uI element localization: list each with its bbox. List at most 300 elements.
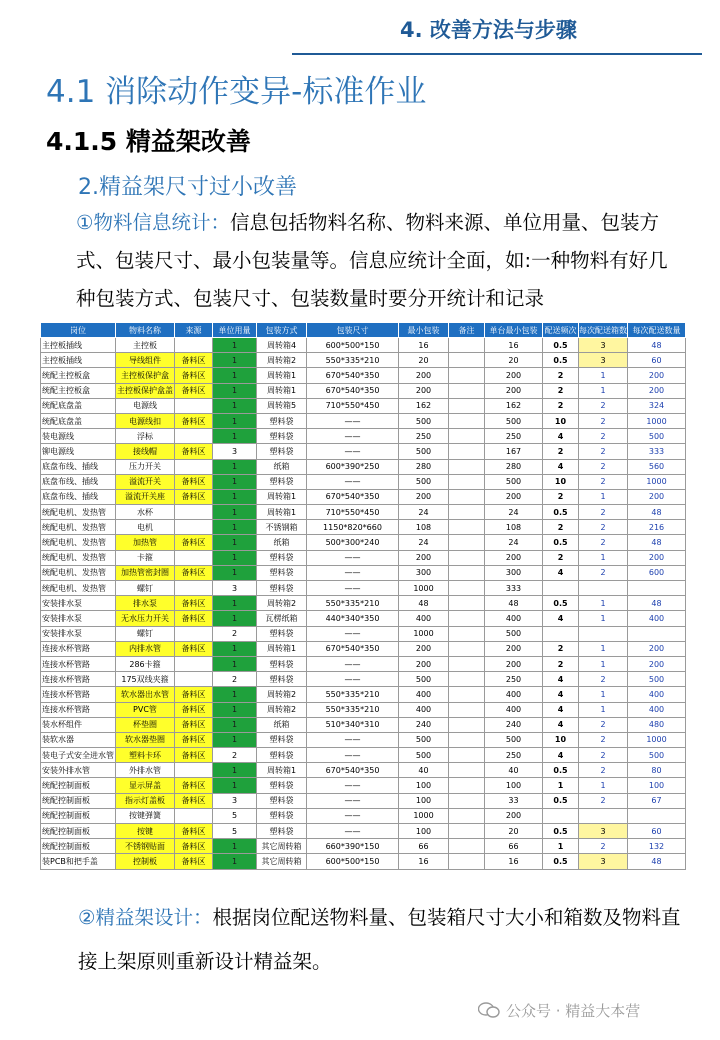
table-cell bbox=[628, 808, 686, 823]
table-cell: 0.5 bbox=[543, 535, 579, 550]
table-cell: 水杯 bbox=[116, 505, 175, 520]
table-cell: 周转箱2 bbox=[257, 353, 307, 368]
table-cell: 加热管 bbox=[116, 535, 175, 550]
table-cell bbox=[449, 732, 485, 747]
table-cell: 统配底盘盖 bbox=[41, 398, 116, 413]
table-cell: 1 bbox=[213, 489, 257, 504]
table-cell: 显示屏盖 bbox=[116, 778, 175, 793]
table-cell bbox=[175, 398, 213, 413]
table-cell: 500 bbox=[628, 429, 686, 444]
table-cell: 216 bbox=[628, 520, 686, 535]
table-cell: 1 bbox=[213, 550, 257, 565]
table-cell: 1150*820*660 bbox=[307, 520, 399, 535]
table-cell: 250 bbox=[485, 429, 543, 444]
table-cell: 670*540*350 bbox=[307, 641, 399, 656]
table-cell: 1000 bbox=[399, 581, 449, 596]
table-cell: 500 bbox=[399, 732, 449, 747]
table-cell: 1000 bbox=[399, 808, 449, 823]
table-cell bbox=[175, 672, 213, 687]
table-cell: 底盘布线、插线 bbox=[41, 459, 116, 474]
table-cell: 1 bbox=[579, 596, 628, 611]
table-cell: 纸箱 bbox=[257, 717, 307, 732]
table-cell: 200 bbox=[399, 489, 449, 504]
table-cell: 1 bbox=[579, 702, 628, 717]
table-cell: 500 bbox=[485, 626, 543, 641]
table-header-cell: 备注 bbox=[449, 323, 485, 338]
table-cell: 加热管密封圈 bbox=[116, 565, 175, 580]
table-cell: 塑料袋 bbox=[257, 474, 307, 489]
table-cell: 1 bbox=[579, 383, 628, 398]
material-table bbox=[40, 322, 686, 870]
table-cell: 1 bbox=[543, 839, 579, 854]
table-cell bbox=[175, 429, 213, 444]
table-cell: 无水压力开关 bbox=[116, 611, 175, 626]
table-row bbox=[41, 368, 686, 383]
table-cell: 1 bbox=[213, 520, 257, 535]
table-cell: 560 bbox=[628, 459, 686, 474]
material-info-lead: ①物料信息统计： bbox=[76, 211, 230, 234]
table-row bbox=[41, 338, 686, 353]
table-cell: 710*550*450 bbox=[307, 505, 399, 520]
table-cell: 装PCB和把手盖 bbox=[41, 854, 116, 869]
table-cell: 塑料袋 bbox=[257, 808, 307, 823]
table-row bbox=[41, 717, 686, 732]
table-cell: 主控板保护盒 bbox=[116, 368, 175, 383]
table-cell: 710*550*450 bbox=[307, 398, 399, 413]
table-cell: 塑料袋 bbox=[257, 824, 307, 839]
table-row bbox=[41, 398, 686, 413]
table-cell: 1 bbox=[579, 687, 628, 702]
table-cell: 300 bbox=[485, 565, 543, 580]
table-cell bbox=[449, 368, 485, 383]
table-cell: 400 bbox=[628, 687, 686, 702]
table-cell: 主控板插线 bbox=[41, 353, 116, 368]
table-cell: 2 bbox=[579, 565, 628, 580]
table-cell: 480 bbox=[628, 717, 686, 732]
table-cell: 400 bbox=[399, 702, 449, 717]
table-cell: 200 bbox=[485, 641, 543, 656]
table-cell: 20 bbox=[485, 824, 543, 839]
table-header-cell: 包装方式 bbox=[257, 323, 307, 338]
table-cell: 4 bbox=[543, 748, 579, 763]
table-cell: 4 bbox=[543, 687, 579, 702]
table-cell bbox=[449, 413, 485, 428]
table-cell: 塑料袋 bbox=[257, 748, 307, 763]
table-cell bbox=[175, 520, 213, 535]
table-cell: 统配底盘盖 bbox=[41, 413, 116, 428]
table-cell: 20 bbox=[485, 353, 543, 368]
table-cell bbox=[449, 581, 485, 596]
table-cell: —— bbox=[307, 444, 399, 459]
table-cell: 1 bbox=[213, 353, 257, 368]
table-cell: 1 bbox=[213, 429, 257, 444]
table-cell: 250 bbox=[485, 672, 543, 687]
table-cell: 2 bbox=[579, 444, 628, 459]
material-info-paragraph bbox=[76, 204, 686, 318]
table-cell: 16 bbox=[399, 338, 449, 353]
table-row bbox=[41, 839, 686, 854]
table-cell: 按键弹簧 bbox=[116, 808, 175, 823]
table-cell: —— bbox=[307, 656, 399, 671]
table-cell: 200 bbox=[628, 383, 686, 398]
table-cell: 2 bbox=[579, 505, 628, 520]
table-cell: 1 bbox=[579, 611, 628, 626]
table-cell: 周转箱2 bbox=[257, 596, 307, 611]
table-cell: 3 bbox=[579, 338, 628, 353]
table-cell: 33 bbox=[485, 793, 543, 808]
table-cell: 670*540*350 bbox=[307, 489, 399, 504]
table-cell: 控制板 bbox=[116, 854, 175, 869]
table-cell: 其它周转箱 bbox=[257, 839, 307, 854]
table-cell: 统配电机、发热管 bbox=[41, 550, 116, 565]
table-cell: 指示灯盖板 bbox=[116, 793, 175, 808]
table-cell: 500 bbox=[485, 474, 543, 489]
table-cell: 670*540*350 bbox=[307, 383, 399, 398]
table-cell: 5 bbox=[213, 824, 257, 839]
table-cell bbox=[449, 717, 485, 732]
table-cell: 670*540*350 bbox=[307, 763, 399, 778]
table-cell: 纸箱 bbox=[257, 459, 307, 474]
table-cell bbox=[449, 459, 485, 474]
table-cell: 162 bbox=[485, 398, 543, 413]
table-cell: 3 bbox=[579, 824, 628, 839]
table-cell: 1 bbox=[213, 398, 257, 413]
table-cell: 1 bbox=[213, 368, 257, 383]
table-cell: 备料区 bbox=[175, 383, 213, 398]
table-cell: 0.5 bbox=[543, 505, 579, 520]
table-cell: 100 bbox=[399, 824, 449, 839]
table-cell: —— bbox=[307, 413, 399, 428]
table-header-cell: 单位用量 bbox=[213, 323, 257, 338]
table-cell: 550*335*210 bbox=[307, 702, 399, 717]
table-cell: 1000 bbox=[628, 413, 686, 428]
table-cell: 2 bbox=[579, 398, 628, 413]
table-cell: 200 bbox=[485, 383, 543, 398]
table-row bbox=[41, 565, 686, 580]
table-cell: 统配电机、发热管 bbox=[41, 535, 116, 550]
table-cell bbox=[449, 641, 485, 656]
table-cell: 0.5 bbox=[543, 854, 579, 869]
table-cell bbox=[543, 581, 579, 596]
table-cell: 1000 bbox=[628, 732, 686, 747]
table-cell: 外排水管 bbox=[116, 763, 175, 778]
table-header-cell: 来源 bbox=[175, 323, 213, 338]
table-cell: 塑料袋 bbox=[257, 429, 307, 444]
table-cell: 200 bbox=[485, 656, 543, 671]
table-cell: 主控板插线 bbox=[41, 338, 116, 353]
table-row bbox=[41, 596, 686, 611]
table-row bbox=[41, 656, 686, 671]
table-cell bbox=[175, 581, 213, 596]
table-cell: 电源线 bbox=[116, 398, 175, 413]
table-cell: 备料区 bbox=[175, 474, 213, 489]
table-cell: 4 bbox=[543, 459, 579, 474]
table-cell: 统配主控板盒 bbox=[41, 368, 116, 383]
table-row bbox=[41, 489, 686, 504]
table-row bbox=[41, 778, 686, 793]
table-row bbox=[41, 854, 686, 869]
table-cell: —— bbox=[307, 808, 399, 823]
table-cell: 统配电机、发热管 bbox=[41, 520, 116, 535]
table-cell: 200 bbox=[485, 489, 543, 504]
table-cell: 备料区 bbox=[175, 353, 213, 368]
table-cell: —— bbox=[307, 550, 399, 565]
table-cell: 1 bbox=[213, 338, 257, 353]
table-cell: 200 bbox=[628, 641, 686, 656]
table-cell bbox=[579, 626, 628, 641]
table-cell: 3 bbox=[579, 854, 628, 869]
table-cell: 周转箱1 bbox=[257, 383, 307, 398]
table-cell: 500 bbox=[399, 474, 449, 489]
table-cell: 安装外排水管 bbox=[41, 763, 116, 778]
table-cell: 主控板保护盒盖 bbox=[116, 383, 175, 398]
table-cell: 0.5 bbox=[543, 824, 579, 839]
table-cell: 2 bbox=[543, 383, 579, 398]
table-cell: 48 bbox=[628, 535, 686, 550]
table-cell: 1 bbox=[213, 687, 257, 702]
table-header-cell: 每次配送箱数 bbox=[579, 323, 628, 338]
table-cell bbox=[449, 839, 485, 854]
table-row bbox=[41, 611, 686, 626]
table-cell: 内排水管 bbox=[116, 641, 175, 656]
table-cell: 4 bbox=[543, 717, 579, 732]
table-cell: 2 bbox=[543, 520, 579, 535]
table-cell: 备料区 bbox=[175, 717, 213, 732]
table-cell: 统配电机、发热管 bbox=[41, 505, 116, 520]
table-cell: 40 bbox=[485, 763, 543, 778]
table-cell: 备料区 bbox=[175, 565, 213, 580]
table-cell: 1000 bbox=[628, 474, 686, 489]
table-cell: 48 bbox=[628, 596, 686, 611]
table-cell: 250 bbox=[399, 429, 449, 444]
table-cell bbox=[449, 535, 485, 550]
table-cell bbox=[449, 808, 485, 823]
table-cell: 200 bbox=[628, 368, 686, 383]
table-cell: 电机 bbox=[116, 520, 175, 535]
table-cell: 100 bbox=[399, 778, 449, 793]
table-cell: 其它周转箱 bbox=[257, 854, 307, 869]
table-cell: PVC管 bbox=[116, 702, 175, 717]
table-cell: 装电源线 bbox=[41, 429, 116, 444]
table-cell: 塑料袋 bbox=[257, 793, 307, 808]
table-row bbox=[41, 535, 686, 550]
table-cell bbox=[449, 429, 485, 444]
table-cell: 1 bbox=[213, 474, 257, 489]
table-cell: 2 bbox=[213, 672, 257, 687]
table-cell bbox=[449, 763, 485, 778]
table-header-cell: 岗位 bbox=[41, 323, 116, 338]
table-cell: 16 bbox=[485, 854, 543, 869]
table-cell bbox=[449, 520, 485, 535]
table-cell: 162 bbox=[399, 398, 449, 413]
table-cell: 周转箱1 bbox=[257, 763, 307, 778]
table-cell: 400 bbox=[485, 687, 543, 702]
table-cell: 1 bbox=[213, 839, 257, 854]
table-cell: 1 bbox=[579, 641, 628, 656]
table-cell: 1 bbox=[579, 550, 628, 565]
table-cell: 600*390*250 bbox=[307, 459, 399, 474]
table-row bbox=[41, 520, 686, 535]
table-cell: 500 bbox=[628, 672, 686, 687]
table-header-cell: 每次配送数量 bbox=[628, 323, 686, 338]
table-cell: 塑料袋 bbox=[257, 550, 307, 565]
table-cell: 统配控制面板 bbox=[41, 839, 116, 854]
table-header-cell: 单台最小包装 bbox=[485, 323, 543, 338]
table-cell: 333 bbox=[628, 444, 686, 459]
table-cell: 4 bbox=[543, 672, 579, 687]
table-cell: 备料区 bbox=[175, 489, 213, 504]
table-cell: 2 bbox=[543, 656, 579, 671]
table-cell: 108 bbox=[485, 520, 543, 535]
table-cell: 24 bbox=[399, 535, 449, 550]
table-cell: 1 bbox=[579, 656, 628, 671]
table-row bbox=[41, 383, 686, 398]
table-cell: 600 bbox=[628, 565, 686, 580]
table-cell: 备料区 bbox=[175, 793, 213, 808]
table-cell bbox=[175, 626, 213, 641]
table-cell bbox=[449, 444, 485, 459]
table-cell bbox=[175, 459, 213, 474]
table-cell: 1 bbox=[213, 565, 257, 580]
table-cell: 连接水杯管路 bbox=[41, 641, 116, 656]
table-cell: 卡箍 bbox=[116, 550, 175, 565]
table-cell: 280 bbox=[485, 459, 543, 474]
table-cell bbox=[449, 398, 485, 413]
table-cell: 塑料袋 bbox=[257, 656, 307, 671]
table-cell: 510*340*310 bbox=[307, 717, 399, 732]
table-cell: 16 bbox=[399, 854, 449, 869]
table-cell: 压力开关 bbox=[116, 459, 175, 474]
table-cell: 排水泵 bbox=[116, 596, 175, 611]
table-cell: 3 bbox=[213, 581, 257, 596]
table-cell: 1 bbox=[213, 732, 257, 747]
table-cell bbox=[449, 505, 485, 520]
table-cell: 主控板 bbox=[116, 338, 175, 353]
table-cell bbox=[449, 596, 485, 611]
table-cell: 4 bbox=[543, 429, 579, 444]
table-cell: 3 bbox=[213, 444, 257, 459]
table-cell: 48 bbox=[485, 596, 543, 611]
table-cell: 统配控制面板 bbox=[41, 808, 116, 823]
table-cell: 286卡箍 bbox=[116, 656, 175, 671]
table-row bbox=[41, 748, 686, 763]
table-cell: 0.5 bbox=[543, 353, 579, 368]
table-cell: 200 bbox=[399, 368, 449, 383]
table-cell: 2 bbox=[213, 626, 257, 641]
table-cell: 3 bbox=[213, 793, 257, 808]
table-cell: 备料区 bbox=[175, 748, 213, 763]
table-row bbox=[41, 505, 686, 520]
table-cell: 2 bbox=[579, 763, 628, 778]
table-cell: 400 bbox=[485, 611, 543, 626]
table-cell: 2 bbox=[543, 368, 579, 383]
table-cell: 2 bbox=[579, 413, 628, 428]
table-cell: 200 bbox=[399, 656, 449, 671]
table-cell: 2 bbox=[579, 732, 628, 747]
table-cell: 塑料卡环 bbox=[116, 748, 175, 763]
table-cell: 200 bbox=[628, 550, 686, 565]
table-cell bbox=[449, 383, 485, 398]
wechat-icon bbox=[478, 1002, 500, 1018]
table-cell: 550*335*210 bbox=[307, 687, 399, 702]
table-cell: 装软水器 bbox=[41, 732, 116, 747]
table-cell: 连接水杯管路 bbox=[41, 687, 116, 702]
table-cell: 400 bbox=[628, 611, 686, 626]
table-cell: 安装排水泵 bbox=[41, 626, 116, 641]
table-cell: 连接水杯管路 bbox=[41, 672, 116, 687]
table-cell: —— bbox=[307, 824, 399, 839]
table-cell: 0.5 bbox=[543, 763, 579, 778]
table-cell bbox=[449, 702, 485, 717]
table-cell: 1 bbox=[213, 641, 257, 656]
subsection-title: 2.精益架尺寸过小改善 bbox=[78, 175, 297, 200]
table-cell bbox=[449, 338, 485, 353]
table-cell: 周转箱1 bbox=[257, 489, 307, 504]
table-cell: —— bbox=[307, 672, 399, 687]
table-cell: 1 bbox=[213, 778, 257, 793]
table-cell: —— bbox=[307, 732, 399, 747]
table-cell bbox=[449, 353, 485, 368]
table-row bbox=[41, 459, 686, 474]
table-cell: 400 bbox=[399, 611, 449, 626]
table-cell: —— bbox=[307, 778, 399, 793]
table-cell: 备料区 bbox=[175, 824, 213, 839]
table-cell bbox=[449, 778, 485, 793]
table-cell: 统配控制面板 bbox=[41, 793, 116, 808]
table-cell: 5 bbox=[213, 808, 257, 823]
table-cell: 240 bbox=[399, 717, 449, 732]
table-cell: 280 bbox=[399, 459, 449, 474]
table-header-cell: 配送频次 bbox=[543, 323, 579, 338]
table-cell bbox=[449, 565, 485, 580]
table-cell: 324 bbox=[628, 398, 686, 413]
table-cell: 400 bbox=[399, 687, 449, 702]
table-cell bbox=[175, 763, 213, 778]
table-cell: —— bbox=[307, 429, 399, 444]
table-cell: 软水器垫圈 bbox=[116, 732, 175, 747]
table-cell: 杯垫圈 bbox=[116, 717, 175, 732]
table-cell: 550*335*210 bbox=[307, 353, 399, 368]
table-cell: 175双线夹箍 bbox=[116, 672, 175, 687]
table-cell: 66 bbox=[399, 839, 449, 854]
table-cell: 备料区 bbox=[175, 611, 213, 626]
table-cell: 2 bbox=[579, 793, 628, 808]
table-cell: 统配电机、发热管 bbox=[41, 581, 116, 596]
table-cell: 1 bbox=[213, 459, 257, 474]
table-cell: 2 bbox=[579, 839, 628, 854]
table-cell: 1 bbox=[543, 778, 579, 793]
table-cell: 2 bbox=[579, 748, 628, 763]
table-cell: 溢流开关 bbox=[116, 474, 175, 489]
table-row bbox=[41, 763, 686, 778]
table-cell: 100 bbox=[628, 778, 686, 793]
rack-design-text: 根据岗位配送物料量、包装箱尺寸大小和箱数及物料直接上架原则重新设计精益架。 bbox=[78, 906, 681, 973]
table-cell: 1 bbox=[579, 489, 628, 504]
table-cell: 3 bbox=[579, 353, 628, 368]
table-cell: 1 bbox=[213, 505, 257, 520]
table-cell: 500 bbox=[485, 413, 543, 428]
table-row bbox=[41, 732, 686, 747]
section-header: 4. 改善方法与步骤 bbox=[400, 18, 577, 42]
table-cell: 周转箱5 bbox=[257, 398, 307, 413]
table-cell: 安装排水泵 bbox=[41, 596, 116, 611]
table-cell: 80 bbox=[628, 763, 686, 778]
rack-design-paragraph bbox=[78, 896, 698, 984]
table-cell: 统配主控板盒 bbox=[41, 383, 116, 398]
table-cell: 塑料袋 bbox=[257, 565, 307, 580]
table-cell bbox=[449, 854, 485, 869]
table-cell: 1 bbox=[579, 368, 628, 383]
